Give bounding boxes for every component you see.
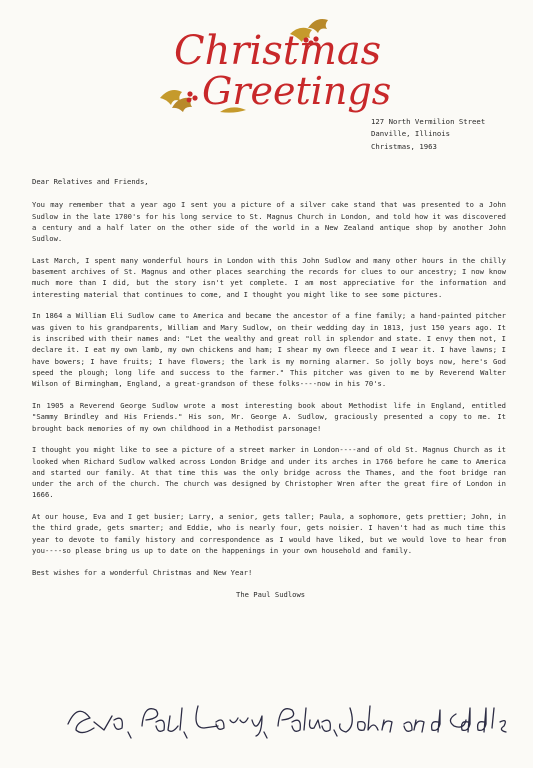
paragraph-2: Last March, I spent many wonderful hours in London with this John Sudlow and many other hours in the chilly basement archives of St. Magnus and other places searching the records for clues to our ancestry; I now know much more than I did, but the story isn't yet complete. I am most appreciative for the information and interesting material that continues to come, and I thought you might like to see some pictures. — [32, 255, 506, 299]
signature-text — [524, 694, 525, 695]
closing: Best wishes for a wonderful Christmas and New Year! — [32, 567, 253, 577]
holly-bottom-icon — [160, 90, 198, 112]
christmas-greetings-header — [150, 12, 410, 120]
handwritten-signature — [64, 694, 524, 742]
signoff: The Paul Sudlows — [236, 589, 306, 599]
paragraph-3: In 1864 a William Eli Sudlow came to America and became the ancestor of a fine family; a hand-painted pitcher was given to his grandparents, William and Mary Sudlow, on their wedding day in 1813, just 150 years ago. It is inscribed with their names and: "Let the wealthy and great roll in splendor and state. I envy them not, I declare it. I eat my own lamb, my own chickens and ham; I shear my own fleece and I wear it. I have lawns; I have bowers; I have fruits; I have flowers; the lark is my morning alarmer. So jolly boys now, here's God speed the plough; long life and success to the farmer." This pitcher was given to me by Reverend Walter Wilson of Birmingham, England, a great-grandson of these folks----now in his 70's. — [32, 311, 506, 389]
address-city: Danville, Illinois — [371, 129, 451, 139]
address-street: 127 North Vermilion Street — [371, 117, 486, 126]
christmas-greetings-logo — [150, 12, 410, 120]
return-address — [371, 116, 485, 153]
address-date: Christmas, 1963 — [371, 141, 437, 151]
title-christmas: Christmas — [174, 28, 382, 74]
paragraph-6: At our house, Eva and I get busier; Larry, a senior, gets taller; Paula, a sophomore, gets prettier; John, in the third grade, gets smarter; and Eddie, who is nearly four, gets noisier. I haven't had as much time this year to devote to family history and correspondence as I would have liked, but we would love to hear from you----so please bring us up to date on the happenings in your own household and family. — [32, 512, 506, 555]
salutation: Dear Relatives and Friends, — [32, 177, 149, 186]
letter-body — [32, 176, 506, 611]
paragraph-4: In 1905 a Reverend George Sudlow wrote a most interesting book about Methodist life in England, entitled "Sammy Brindley and His Friends." His son, Mr. George A. Sudlow, graciously presented a copy to me. It brought back memories of my own childhood in a Methodist parsonage! — [32, 400, 506, 433]
paragraph-1: You may remember that a year ago I sent you a picture of a silver cake stand that was presented to a John Sudlow in the late 1700's for his long service to St. Magnus Church in London, and told how it was discovered a century and a half later on the other side of the world in a New Zealand antique shop by another John Sudlow. — [32, 200, 506, 244]
paragraph-5: I thought you might like to see a picture of a street marker in London----and of old St. Magnus Church as it looked when Richard Sudlow walked across London Bridge and under its arches in 1766 before he came to America and started our family. At that time this was the only bridge across the Thames, and the foot bridge ran under the arch of the church. The church was designed by Christopher Wren after the great fire of London in 1666. — [32, 445, 506, 500]
title-greetings: Greetings — [202, 69, 392, 113]
